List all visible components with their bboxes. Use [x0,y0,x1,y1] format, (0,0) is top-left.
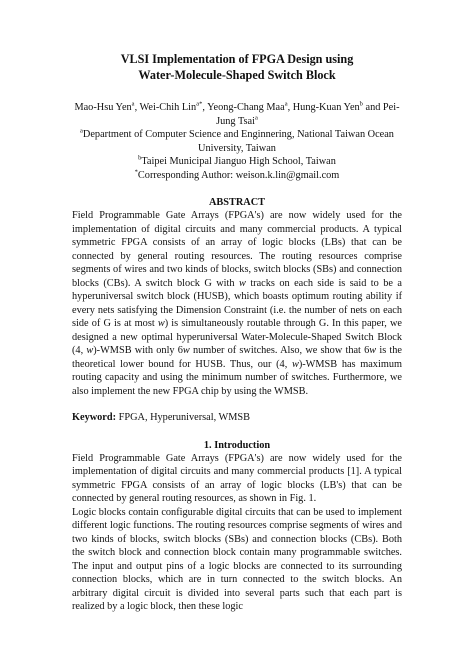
abstract-text: Field Programmable Gate Arrays (FPGA's) are now widely used for the implementation of digital circuits and many commercial products. A typical symmetric FPGA consists of an array of logic blocks (LBs) that can be connected by general routing resources. The routing resources comprise segments of wires and two kinds of blocks, switch blocks (SBs) and connection blocks (CBs). A switch block G with [72,210,402,289]
affiliation-b [72,155,402,169]
keywords [72,411,402,425]
affil-mark: b [138,154,142,162]
author-name: and Pei-Jung Tsai [216,102,400,127]
keywords-text: FPGA, Hyperuniversal, WMSB [116,412,251,423]
section-heading-introduction: 1. Introduction [203,439,271,451]
author-affil-mark: a [284,100,288,108]
abstract-var: w [291,358,299,370]
abstract-var: w [239,277,246,289]
abstract-text: ) is simultaneously routable through G. In this paper, we designed a new optimal hyperuniversal Water-Molecule-Shaped Switch Block (4, [72,318,402,356]
abstract-body [72,209,402,398]
author-affil-mark: a [131,100,135,108]
abstract-text: )-WMSB has maximum routing capacity and using the minimum number of switches. Furthermore, we also implement the new FPGA chip by using the WMSB. [72,358,402,397]
title-line-1: VLSI Implementation of FPGA Design using [120,52,354,66]
title-line-2: Water-Molecule-Shaped Switch Block [138,68,336,82]
abstract-var: w [86,345,94,356]
author-name: , Hung-Kuan Yen [287,102,360,113]
author-affil-mark: b [359,100,363,108]
abstract-text: number of switches. Also, we show that 6 [189,345,370,356]
corresponding-text: Corresponding Author: weison.k.lin@gmail.com [137,169,340,181]
abstract-text: is the theoretical lower bound for HUSB. Thus, our (4, [72,345,402,370]
author-affil-mark: a [254,114,258,122]
paper-title [72,0,402,83]
abstract-text: )-WMSB with only 6 [93,345,183,356]
abstract-var: w [182,345,190,356]
affil-mark: * [134,168,138,176]
abstract-text: tracks on each side is said to be a hyperuniversal switch block (HUSB), which boasts optimum routing ability if every nets satisfying the Dimension Constraint (i.e. the number of nets on each side of G is at most [72,277,402,329]
abstract-var: w [157,318,165,329]
affiliation-a [72,128,402,155]
corresponding-author [72,169,402,183]
affil-text: Taipei Municipal Jianguo High School, Taiwan [141,156,336,167]
affil-text: Department of Computer Science and Enginnering, National Taiwan Ocean University, Taiwan [82,129,394,154]
intro-paragraph-2: Logic blocks contain configurable digital circuits that can be used to implement different logic functions. The routing resources comprise segments of wires and two kinds of blocks, switch blocks (SBs) and connection blocks (CBs). Both the switch block and connection block contain many programmable switches. The input and output pins of a logic blocks are connected to its surrounding connection blocks, which are in turn connected to the switch blocks. An arbitrary digital circuit is divided into several parts such that each part is realized by a logic block, then these logic [72,506,402,612]
author-name: , Wei-Chih Lin [134,102,197,113]
intro-paragraph-1: Field Programmable Gate Arrays (FPGA's) are now widely used for the implementation of digital circuits and many commercial products [1]. A typical symmetric FPGA consists of an array of logic blocks (LB's) that can be connected by general routing resources, as shown in Fig. 1. [72,452,402,504]
author-list [72,101,402,128]
abstract-heading: ABSTRACT [208,197,266,208]
affil-mark: a [80,127,83,135]
keywords-label: Keyword: [72,412,117,423]
author-affil-mark: a* [196,100,203,108]
abstract-var: w [369,345,377,356]
author-name: , Yeong-Chang Maa [202,102,285,113]
author-name: Mao-Hsu Yen [74,102,132,113]
